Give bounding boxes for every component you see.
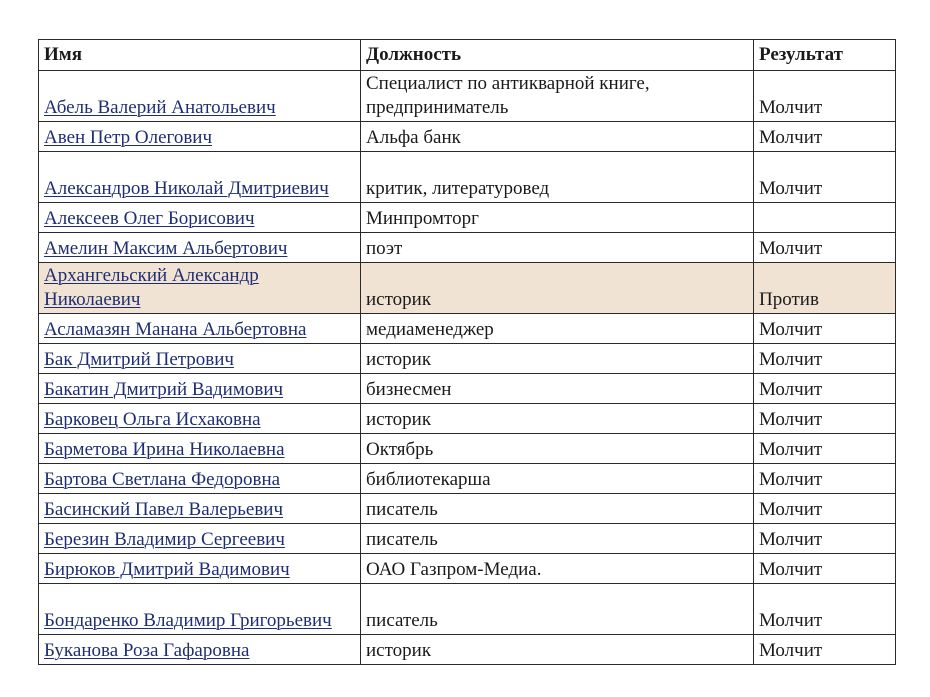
person-name-link[interactable]: Бартова Светлана Федоровна — [44, 469, 281, 490]
table-row-highlighted — [39, 263, 896, 314]
table-row — [39, 71, 896, 122]
result-cell: Молчит — [754, 233, 896, 263]
table-row — [39, 152, 896, 203]
person-name-link[interactable]: Бакатин Дмитрий Вадимович — [44, 379, 284, 400]
name-cell[interactable] — [39, 434, 361, 464]
position-cell: поэт — [361, 233, 754, 263]
table-row — [39, 374, 896, 404]
result-cell: Молчит — [754, 554, 896, 584]
person-name-link[interactable]: Архангельский Александр Николаевич — [44, 265, 259, 310]
result-cell: Молчит — [754, 404, 896, 434]
name-cell[interactable] — [39, 344, 361, 374]
name-cell[interactable] — [39, 374, 361, 404]
table-row — [39, 314, 896, 344]
person-name-link[interactable]: Амелин Максим Альбертович — [44, 238, 288, 259]
person-name-link[interactable]: Березин Владимир Сергеевич — [44, 529, 285, 550]
result-cell: Молчит — [754, 314, 896, 344]
result-cell: Молчит — [754, 584, 896, 635]
person-name-link[interactable]: Бак Дмитрий Петрович — [44, 349, 234, 370]
result-cell: Молчит — [754, 152, 896, 203]
person-name-link[interactable]: Буканова Роза Гафаровна — [44, 640, 250, 661]
table-row — [39, 524, 896, 554]
position-cell: писатель — [361, 494, 754, 524]
position-cell: историк — [361, 263, 754, 314]
result-cell — [754, 203, 896, 233]
result-cell: Молчит — [754, 71, 896, 122]
table-row — [39, 344, 896, 374]
position-cell: ОАО Газпром-Медиа. — [361, 554, 754, 584]
position-cell: медиаменеджер — [361, 314, 754, 344]
person-name-link[interactable]: Бирюков Дмитрий Вадимович — [44, 559, 290, 580]
name-cell[interactable] — [39, 404, 361, 434]
person-name-link[interactable]: Авен Петр Олегович — [44, 127, 213, 148]
name-cell[interactable] — [39, 152, 361, 203]
result-cell: Молчит — [754, 434, 896, 464]
person-name-link[interactable]: Алексеев Олег Борисович — [44, 208, 255, 229]
table-row — [39, 233, 896, 263]
position-cell: критик, литературовед — [361, 152, 754, 203]
result-cell: Молчит — [754, 464, 896, 494]
table-row — [39, 464, 896, 494]
name-cell[interactable] — [39, 233, 361, 263]
table-row — [39, 404, 896, 434]
table-row — [39, 494, 896, 524]
result-cell: Молчит — [754, 524, 896, 554]
person-name-link[interactable]: Бондаренко Владимир Григорьевич — [44, 610, 332, 631]
table-row — [39, 434, 896, 464]
position-cell: историк — [361, 635, 754, 665]
person-name-link[interactable]: Абель Валерий Анатольевич — [44, 97, 276, 118]
position-cell: писатель — [361, 584, 754, 635]
position-cell: бизнесмен — [361, 374, 754, 404]
column-header-result: Результат — [754, 40, 896, 71]
name-cell[interactable] — [39, 203, 361, 233]
result-cell: Молчит — [754, 494, 896, 524]
position-cell: библиотекарша — [361, 464, 754, 494]
result-cell: Молчит — [754, 122, 896, 152]
table-row — [39, 554, 896, 584]
table-row — [39, 122, 896, 152]
table-row — [39, 635, 896, 665]
result-cell: Против — [754, 263, 896, 314]
person-name-link[interactable]: Барметова Ирина Николаевна — [44, 439, 285, 460]
person-name-link[interactable]: Асламазян Манана Альбертовна — [44, 319, 307, 340]
result-cell: Молчит — [754, 635, 896, 665]
person-name-link[interactable]: Александров Николай Дмитриевич — [44, 178, 329, 199]
position-cell: Специалист по антикварной книге, предприниматель — [361, 71, 754, 122]
table-header-row — [39, 40, 896, 71]
name-cell[interactable] — [39, 263, 361, 314]
person-name-link[interactable]: Басинский Павел Валерьевич — [44, 499, 284, 520]
position-cell: Альфа банк — [361, 122, 754, 152]
table-row — [39, 203, 896, 233]
name-cell[interactable] — [39, 464, 361, 494]
name-cell[interactable] — [39, 524, 361, 554]
table-row — [39, 584, 896, 635]
result-cell: Молчит — [754, 374, 896, 404]
position-cell: писатель — [361, 524, 754, 554]
position-cell: историк — [361, 404, 754, 434]
results-table — [38, 39, 896, 665]
result-cell: Молчит — [754, 344, 896, 374]
position-cell: Октябрь — [361, 434, 754, 464]
name-cell[interactable] — [39, 314, 361, 344]
position-cell: Минпромторг — [361, 203, 754, 233]
name-cell[interactable] — [39, 122, 361, 152]
name-cell[interactable] — [39, 71, 361, 122]
column-header-name: Имя — [39, 40, 361, 71]
name-cell[interactable] — [39, 635, 361, 665]
column-header-position: Должность — [361, 40, 754, 71]
person-name-link[interactable]: Барковец Ольга Исхаковна — [44, 409, 261, 430]
name-cell[interactable] — [39, 554, 361, 584]
position-cell: историк — [361, 344, 754, 374]
name-cell[interactable] — [39, 494, 361, 524]
name-cell[interactable] — [39, 584, 361, 635]
